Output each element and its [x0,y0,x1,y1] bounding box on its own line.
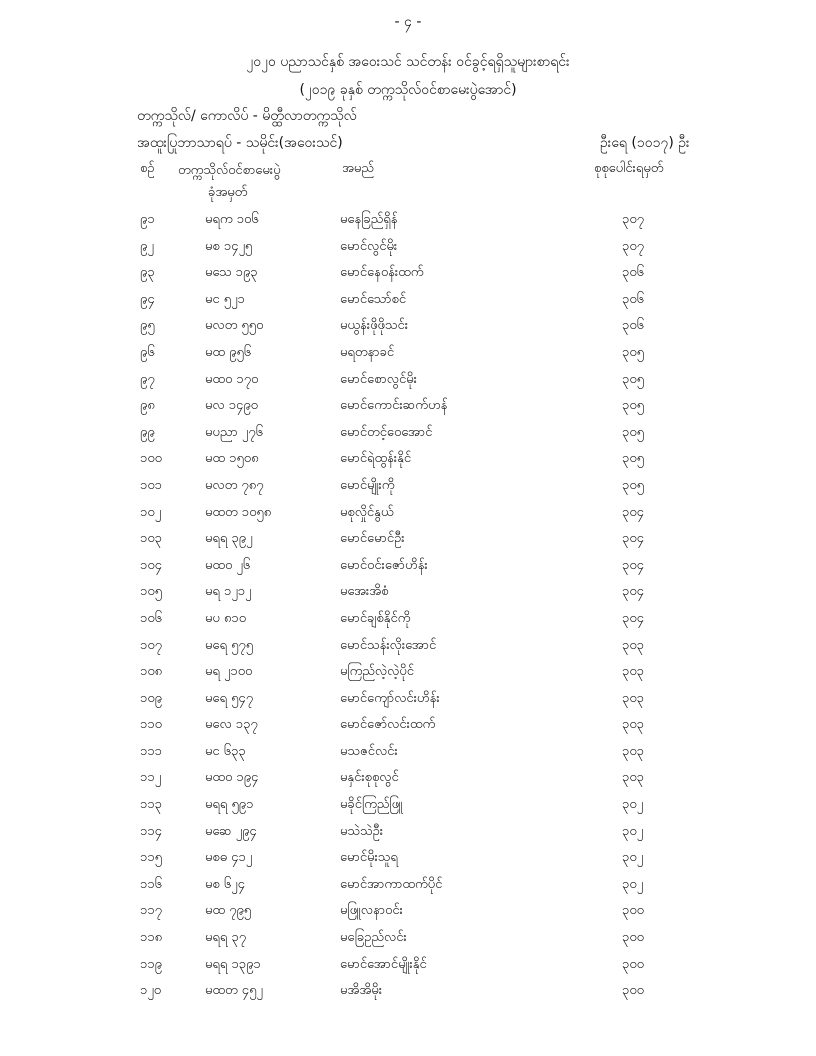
total-marks: ၃၀၄ [622,504,644,520]
total-marks: ၃၀၇ [622,238,644,254]
roll-number: မထ ၇၉၅ [205,903,252,919]
total-marks: ၃၀၃ [622,690,644,706]
roll-number: မသေ ၁၉၃ [205,265,258,281]
candidate-name: မစုလှိုင်နွယ် [340,504,394,520]
candidate-name: မောင်ကောင်းဆက်ဟန် [340,398,448,414]
total-marks: ၃၀၆ [622,265,644,281]
roll-number: မပညာ ၂၇၆ [205,424,263,440]
candidate-name: မောင်တင့်ဝေအောင် [340,424,433,440]
row-number: ၁၀၄ [140,557,162,573]
total-marks: ၃၀၅ [622,398,644,414]
candidate-name: မောင်နေဝန်းထက် [340,265,424,281]
major-line: အထူးပြုဘာသာရပ် - သမိုင်း(အဝေးသင်) [137,135,343,151]
row-number: ၉၃ [140,265,155,281]
total-marks: ၃၀၅ [622,344,644,360]
roll-number: မလ ၁၄၉၀ [205,398,258,414]
candidate-name: မအေးအိစံ [340,584,389,600]
candidate-name: မောင်မိုးသူရ [340,850,398,866]
row-number: ၁၀၁ [140,477,162,493]
table-row [0,211,816,238]
table-row [0,929,816,956]
table-row [0,743,816,770]
row-number: ၁၁၅ [140,850,162,866]
candidate-name: မောင်ဝင်းဇော်ဟိန်း [340,557,428,573]
row-number: ၁၁၀ [140,717,162,733]
table-row [0,876,816,903]
row-number: ၁၁၃ [140,797,162,813]
row-number: ၁၁၈ [140,930,163,946]
candidate-name: မောင်မျိုးကို [340,477,395,493]
candidate-name: မောင်ဇော်လင်းထက် [340,717,436,733]
row-number: ၁၂၀ [140,983,162,999]
total-marks: ၃၀၄ [622,584,644,600]
column-header-name: အမည် [342,161,374,176]
row-number: ၉၉ [140,424,155,440]
candidate-name: မောင်စောလွင်မိုး [340,371,417,387]
table-row [0,291,816,318]
table-row [0,690,816,717]
roll-number: မစ ၆၂၄ [205,876,245,892]
table-row [0,637,816,664]
total-marks: ၃၀၅ [622,371,644,387]
column-header-roll [178,160,281,204]
total-marks: ၃၀၃ [622,743,644,759]
total-marks: ၃၀၄ [622,531,644,547]
table-row [0,424,816,451]
candidate-name: မောင်ချစ်နိုင်ကို [340,610,411,626]
total-marks: ၃၀၀ [622,956,644,972]
table-row [0,769,816,796]
roll-number: မရရ ၁၃၉၁ [205,956,261,972]
seat-count: ဦးရေ (၁၀၁၇) ဦး [600,135,690,151]
candidate-name: မယွန်းဖိုဖိုသင်း [340,318,409,334]
row-number: ၉၈ [140,398,155,414]
total-marks: ၃၀၂ [622,876,644,892]
table-row [0,849,816,876]
table-row [0,823,816,850]
row-number: ၁၀၆ [140,610,162,626]
candidate-name: မနှင်းစုစုလွင် [340,770,399,786]
results-table [0,211,816,1009]
roll-number: မင ၆၃၃ [205,743,246,759]
candidate-name: မနေခြည်ရှိန် [340,212,398,227]
candidate-name: မခိုင်ကြည်ဖြူ [340,797,403,813]
total-marks: ၃၀၅ [622,424,644,440]
table-row [0,238,816,265]
candidate-name: မရတနာခင် [340,344,395,360]
table-row [0,716,816,743]
roll-number: မဆေ ၂၉၄ [205,823,257,839]
table-row [0,557,816,584]
row-number: ၉၅ [140,318,155,334]
row-number: ၁၁၉ [140,956,162,972]
row-number: ၉၇ [140,371,155,387]
table-row [0,982,816,1009]
total-marks: ၃၀၃ [622,717,644,733]
roll-number: မရက ၁၀၆ [205,212,259,227]
row-number: ၁၁၇ [140,903,162,919]
roll-number: မင ၅၂၁ [205,291,245,307]
roll-number: မထ ၉၅၆ [205,344,252,360]
candidate-name: မကြည်လဲ့လဲ့ပိုင် [340,664,414,680]
roll-number: မလတ ၇၈၇ [205,477,264,493]
column-header-roll-line1: တက္ကသိုလ်ဝင်စာမေးပွဲ [178,163,281,178]
table-row [0,450,816,477]
table-row [0,530,816,557]
candidate-name: မောင်သော်စင် [340,291,407,307]
total-marks: ၃၀၂ [622,823,644,839]
row-number: ၁၀၉ [140,690,162,706]
total-marks: ၃၀၅ [622,477,644,493]
roll-number: မထဝ ၂၆ [205,557,251,573]
table-row [0,504,816,531]
total-marks: ၃၀၆ [622,291,644,307]
candidate-name: မောင်အောင်မျိုးနိုင် [340,956,427,972]
table-row [0,397,816,424]
row-number: ၁၀၅ [140,584,162,600]
total-marks: ၃၀၂ [622,797,644,813]
total-marks: ၃၀၄ [622,610,644,626]
document-subtitle: (၂၀၁၉ ခုနှစ် တက္ကသိုလ်ဝင်စာမေးပွဲအောင်) [299,82,517,98]
table-row [0,264,816,291]
row-number: ၁၁၂ [140,770,162,786]
row-number: ၁၁၁ [140,743,162,759]
roll-number: မထတ ၁၀၅၈ [205,504,272,520]
roll-number: မရရ ၃၉၂ [205,531,253,547]
row-number: ၁၀၀ [140,451,162,467]
column-header-roll-line2: ခုံအမှတ် [208,185,248,200]
table-row [0,610,816,637]
candidate-name: မအိအိမိုး [340,983,383,999]
row-number: ၁၀၇ [140,637,162,653]
row-number: ၁၀၈ [140,664,163,680]
roll-number: မစဓ ၄၁၂ [205,850,253,866]
table-row [0,902,816,929]
university-line: တက္ကသိုလ်/ ကောလိပ် - မိတ္ထီလာတက္ကသိုလ် [137,108,357,124]
roll-number: မရေ ၅၄၇ [205,690,254,706]
candidate-name: မသဲသဲဦး [340,823,384,839]
row-number: ၉၆ [140,344,155,360]
roll-number: မရရ ၅၉၁ [205,797,254,813]
table-row [0,796,816,823]
total-marks: ၃၀၅ [622,451,644,467]
page-number: - ၄ - [394,14,422,30]
table-row [0,583,816,610]
table-row [0,344,816,371]
total-marks: ၃၀၃ [622,664,644,680]
table-row [0,477,816,504]
row-number: ၁၁၄ [140,823,162,839]
roll-number: မလတ ၅၅၀ [205,318,264,334]
table-row [0,663,816,690]
roll-number: မစ ၁၄၂၅ [205,238,253,254]
table-row [0,371,816,398]
row-number: ၉၂ [140,238,154,254]
roll-number: မပ ၈၁၀ [205,610,247,626]
row-number: ၉၄ [140,291,155,307]
candidate-name: မောင်အာကာထက်ပိုင် [340,876,443,892]
total-marks: ၃၀၇ [622,212,644,227]
roll-number: မလေ ၁၃၇ [205,717,258,733]
candidate-name: မောင်ရဲထွန်းနိုင် [340,451,412,467]
candidate-name: မောင်သန်းလိုးအောင် [340,637,437,653]
roll-number: မရ ၂၁၀၀ [205,664,253,680]
roll-number: မရ ၁၂၁၂ [205,584,252,600]
roll-number: မထတ ၄၅၂ [205,983,263,999]
document-title: ၂၀၂၀ ပညာသင်နှစ် အဝေးသင် သင်တန်း ဝင်ခွင့်ရရှိသူများစာရင်း [246,54,570,70]
row-number: ၁၀၂ [140,504,162,520]
total-marks: ၃၀၀ [622,903,644,919]
roll-number: မရေ ၅၇၅ [205,637,254,653]
candidate-name: မောင်မောင်ဦး [340,531,405,547]
roll-number: မထ ၁၅၀၈ [205,451,259,467]
candidate-name: မောင်ကျော်လင်းဟိန်း [340,690,440,706]
roll-number: မထဝ ၁၉၄ [205,770,259,786]
candidate-name: မဖြူလနာဝင်း [340,903,403,919]
table-row [0,317,816,344]
total-marks: ၃၀၃ [622,637,644,653]
candidate-name: မခြေဥည်လင်း [340,930,407,946]
candidate-name: မောင်လွင်မိုး [340,238,398,254]
row-number: ၉၁ [140,212,155,227]
roll-number: မထဝ ၁၇၀ [205,371,259,387]
row-number: ၁၁၆ [140,876,162,892]
total-marks: ၃၀၆ [622,318,644,334]
row-number: ၁၀၃ [140,531,162,547]
total-marks: ၃၀၀ [622,930,644,946]
roll-number: မရရ ၃၇ [205,930,247,946]
column-header-no: စဉ် [140,161,155,176]
total-marks: ၃၀၀ [622,983,644,999]
total-marks: ၃၀၄ [622,557,644,573]
total-marks: ၃၀၂ [622,850,644,866]
total-marks: ၃၀၃ [622,770,644,786]
column-header-marks: စုစုပေါင်းရမှတ် [594,161,664,176]
candidate-name: မသဇင်လင်း [340,743,398,759]
table-row [0,956,816,983]
